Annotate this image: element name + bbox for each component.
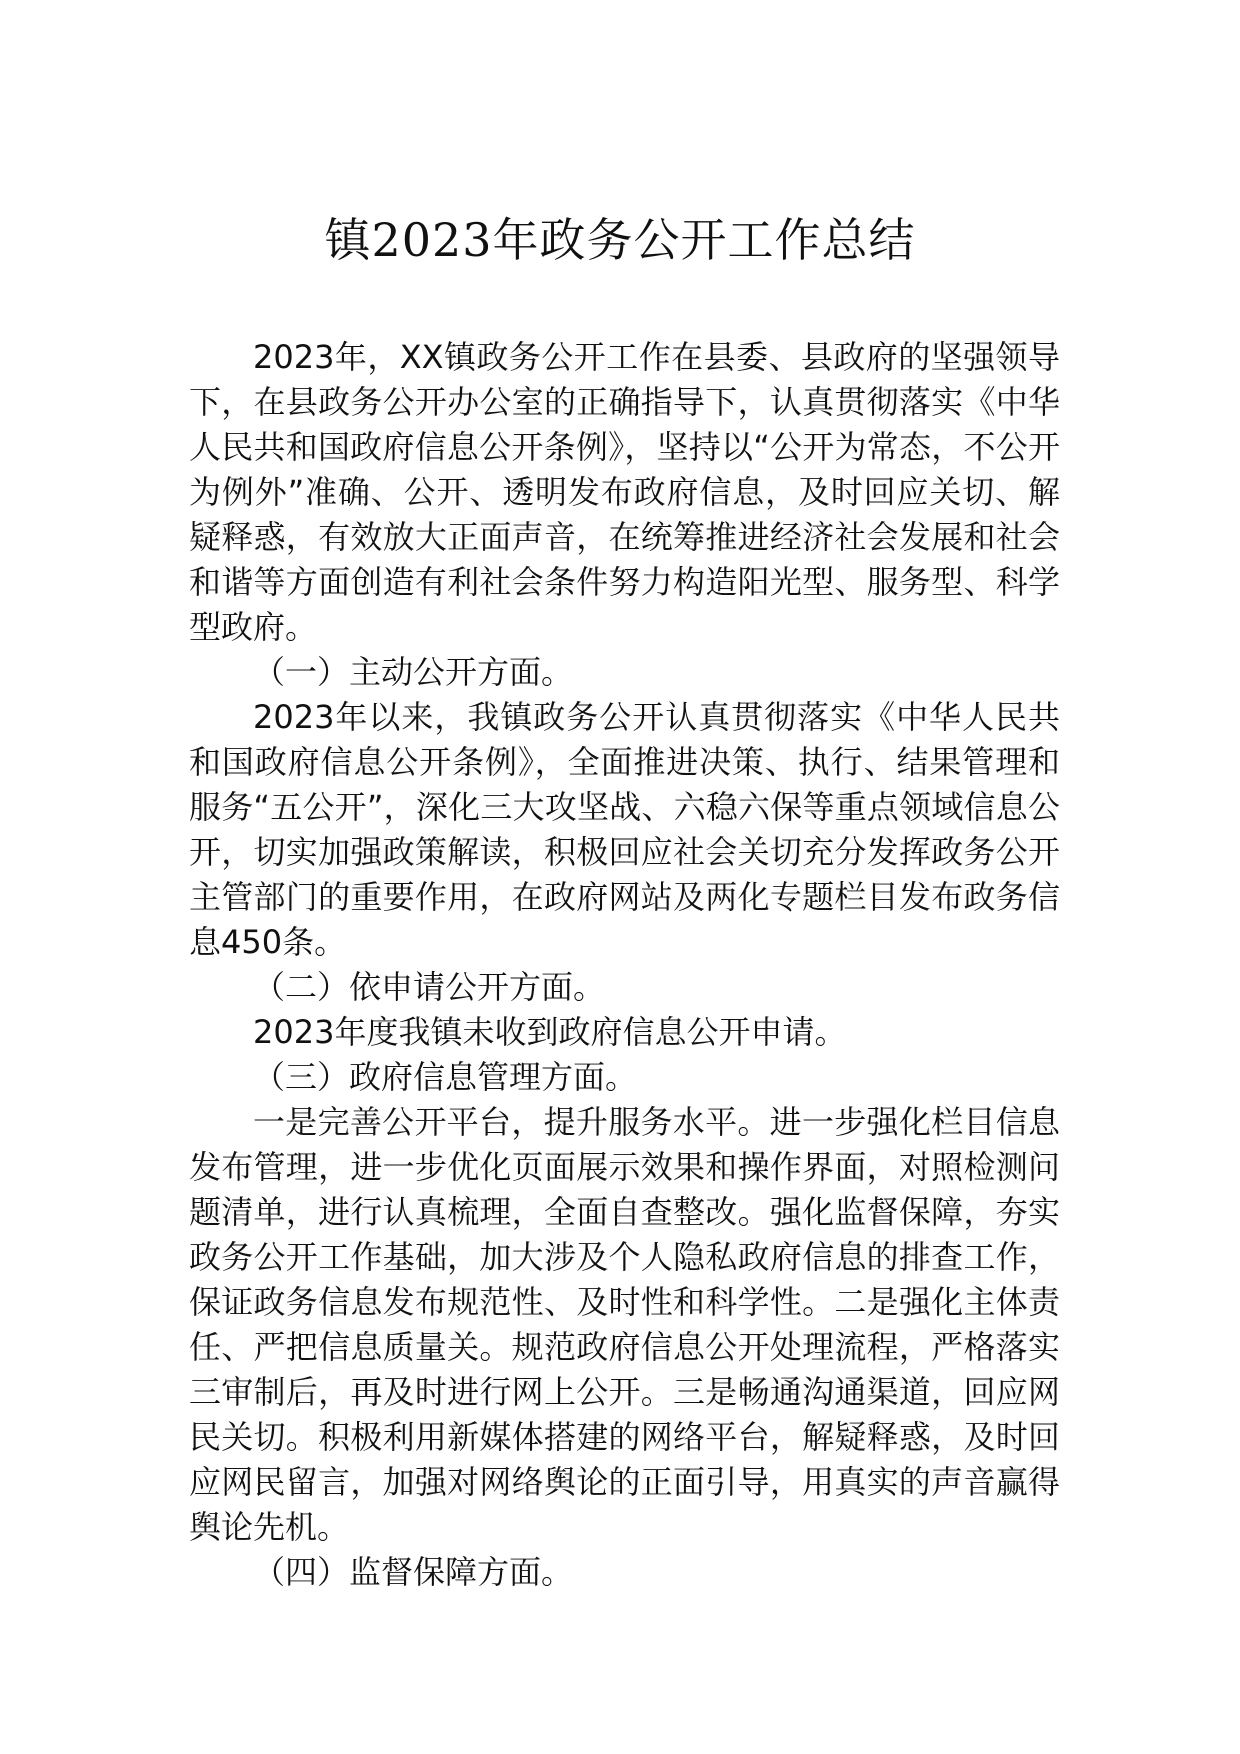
paragraph-section-3: 一是完善公开平台，提升服务水平。进一步强化栏目信息发布管理，进一步优化页面展示效果和操作界面，对照检测问题清单，进行认真梳理，全面自查整改。强化监督保障，夯实政务公开工作基础，加大涉及个人隐私政府信息的排查工作，保证政务信息发布规范性、及时性和科学性。二是强化主体责任、严把信息质量关。规范政府信息公开处理流程，严格落实三审制后，再及时进行网上公开。三是畅通沟通渠道，回应网民关切。积极利用新媒体搭建的网络平台，解疑释惑，及时回应网民留言，加强对网络舆论的正面引导，用真实的声音赢得舆论先机。 — [189, 1103, 1060, 1546]
section-heading-4: （四）监督保障方面。 — [253, 1553, 574, 1591]
paragraph-intro: 2023年，XX镇政务公开工作在县委、县政府的坚强领导下，在县政务公开办公室的正确指导下，认真贯彻落实《中华人民共和国政府信息公开条例》，坚持以“公开为常态，不公开为例外”准确、公开、透明发布政府信息，及时回应关切、解疑释惑，有效放大正面声音，在统筹推进经济社会发展和社会和谐等方面创造有利社会条件努力构造阳光型、服务型、科学型政府。 — [189, 338, 1060, 646]
paragraph-section-1: 2023年以来，我镇政务公开认真贯彻落实《中华人民共和国政府信息公开条例》，全面推进决策、执行、结果管理和服务“五公开”，深化三大攻坚战、六稳六保等重点领域信息公开，切实加强政策解读，积极回应社会关切充分发挥政务公开主管部门的重要作用，在政府网站及两化专题栏目发布政务信息450条。 — [189, 698, 1060, 961]
paragraph-section-2: 2023年度我镇未收到政府信息公开申请。 — [253, 1013, 847, 1051]
section-heading-1: （一）主动公开方面。 — [253, 653, 574, 691]
document-title: 镇2023年政务公开工作总结 — [324, 213, 916, 267]
document-body — [189, 335, 1060, 1595]
section-heading-3: （三）政府信息管理方面。 — [253, 1058, 638, 1096]
section-heading-2: （二）依申请公开方面。 — [253, 968, 606, 1006]
